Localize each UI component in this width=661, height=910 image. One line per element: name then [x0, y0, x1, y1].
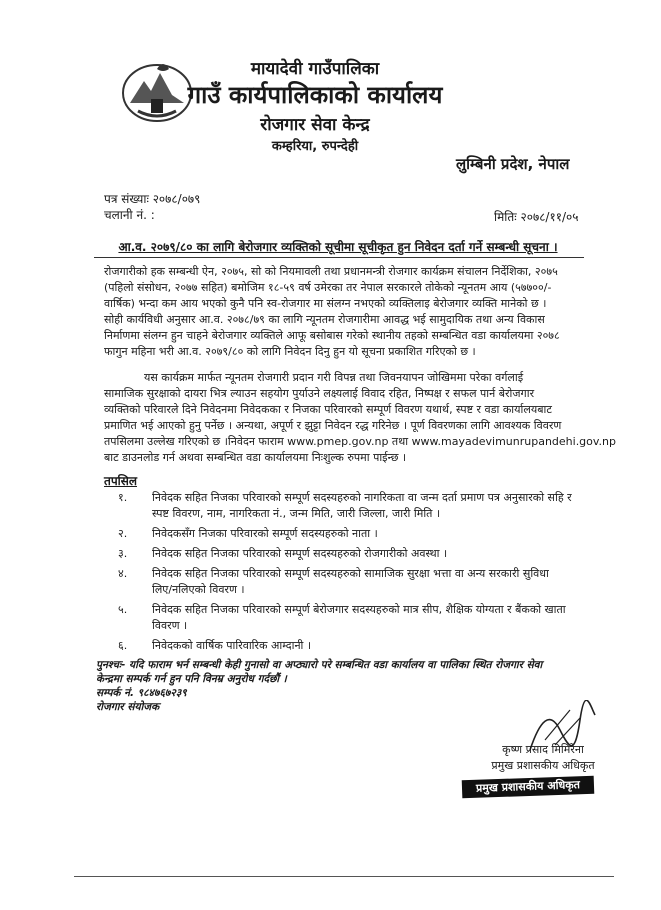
municipality-name: मायादेवी गाउँपालिका: [250, 59, 380, 79]
issue-date: मितिः २०७८/११/०५: [494, 210, 579, 224]
item-number: ५.: [118, 603, 128, 616]
paragraph-line: प्रमाणित भई आएको हुनु पर्नेछ । अन्यथा, अपूर्ण र झुट्टा निवेदन रद्ध गरिनेछ । पूर्ण विवरणका लागि आवश्यक विवरण: [104, 419, 562, 432]
item-text: निवेदक सहित निजका परिवारको सम्पूर्ण सदस्यहरुको नागरिकता वा जन्म दर्ता प्रमाण पत्र अनुसारको सहि र: [152, 491, 572, 504]
list-item: [104, 546, 594, 562]
list-item: [104, 566, 594, 598]
paragraph-line: बाट डाउनलोड गर्न अथवा सम्बन्धित वडा कार्यालयमा निःशुल्क रुपमा पाईन्छ ।: [104, 451, 407, 464]
item-text: स्पष्ट विवरण, नाम, नागरिकता नं., जन्म मिति, जारी जिल्ला, जारी मिति ।: [152, 507, 441, 520]
office-address: कम्हरिया, रुपन्देही: [271, 139, 359, 154]
item-number: २.: [118, 527, 128, 540]
item-text: निवेदक सहित निजका परिवारको सम्पूर्ण सदस्यहरुको रोजगारीको अवस्था ।: [152, 547, 448, 560]
signatory-title: प्रमुख प्रशासकीय अधिकृत: [491, 759, 595, 772]
paragraph-1: [104, 264, 586, 360]
item-text: निवेदक सहित निजका परिवारको सम्पूर्ण सदस्यहरुको सामाजिक सुरक्षा भत्ता वा अन्य सरकारी सुविधा: [152, 567, 549, 580]
item-text: विवरण ।: [152, 619, 188, 632]
note-line: पुनश्चः- यदि फाराम भर्न सम्बन्धी केही गुनासो वा अप्ठ्यारो परे सम्बन्धित वडा कार्यालय वा पालिका स्थित रोजगार सेवा: [96, 659, 543, 671]
dispatch-number: चलानी नं. :: [104, 208, 155, 222]
item-number: १.: [118, 491, 128, 504]
contact-role: रोजगार संयोजक: [96, 701, 160, 713]
annex-list: [104, 490, 594, 658]
item-number: ४.: [118, 567, 128, 580]
paragraph-line: रोजगारीको हक सम्बन्धी ऐन, २०७५, सो को नियमावली तथा प्रधानमन्त्री रोजगार कार्यक्रम संचालन निर्देशिका, २०७५: [104, 265, 558, 278]
paragraph-line: सामाजिक सुरक्षाको दायरा भित्र ल्याउन सहयोग पुर्याउने लक्ष्यलाई विवाद रहित, निष्पक्ष र सफल पार्न बेरोजगार: [104, 387, 535, 400]
signatory-block: [478, 742, 608, 774]
office-name: गाउँ कार्यपालिकाको कार्यालय: [187, 81, 443, 109]
paragraph-line: सोही कार्यविधी अनुसार आ.व. २०७८/७९ का लागि न्यूनतम रोजगारीमा आवद्ध भई सामुदायिक तथा अन्य विकास: [104, 313, 545, 326]
footer-divider: [74, 876, 614, 877]
signatory-name: कृष्ण प्रसाद मिमिरेना: [502, 743, 584, 756]
annex-heading: तपसिल: [104, 474, 138, 488]
item-number: ३.: [118, 547, 128, 560]
list-item: [104, 602, 594, 634]
paragraph-line: तपसिलमा उल्लेख गरिएको छ ।निवेदन फाराम www.pmep.gov.np तथा www.mayadevimunrupandehi.gov.np: [104, 435, 617, 448]
subject-divider: [94, 257, 584, 258]
centre-name: रोजगार सेवा केन्द्र: [260, 115, 370, 135]
official-stamp: प्रमुख प्रशासकीय अधिकृत: [462, 776, 595, 799]
contact-number: सम्पर्क नं. ९८४७६७२३९: [96, 687, 187, 699]
paragraph-line: वार्षिक) भन्दा कम आय भएको कुनै पनि स्व-रोजगार मा संलग्न नभएको व्यक्तिलाइ बेरोजगार व्यक्ति मानेको छ ।: [104, 297, 547, 310]
note-line: केन्द्रमा सम्पर्क गर्न हुन पनि विनम्र अनुरोध गर्दछौं ।: [96, 673, 287, 685]
paragraph-line: (पहिलो संसोधन, २०७७ सहित) बमोजिम १८-५९ वर्ष उमेरका तर नेपाल सरकारले तोकेको न्यूनतम आय (५७७००/-: [104, 281, 552, 294]
item-text: निवेदक सहित निजका परिवारको सम्पूर्ण बेरोजगार सदस्यहरुको मात्र सीप, शैक्षिक योग्यता र बैंकको खाता: [152, 603, 566, 616]
paragraph-line: निर्माणमा संलग्न हुन चाहने बेरोजगार व्यक्तिले आफू बसोबास गरेको स्थानीय तहको सम्बन्धित वडा कार्यालयमा २०७८: [104, 329, 560, 342]
notice-subject: आ.व. २०७९/८० का लागि बेरोजगार व्यक्तिको सूचीमा सूचीकृत हुन निवेदन दर्ता गर्ने सम्बन्धी सूचना ।: [118, 240, 558, 254]
list-item: [104, 526, 594, 542]
province-name: लुम्बिनी प्रदेश, नेपाल: [456, 155, 570, 173]
item-number: ६.: [118, 639, 128, 652]
paragraph-line: फागुन महिना भरी आ.व. २०७९/८० को लागि निवेदन दिनु हुन यो सूचना प्रकाशित गरिएको छ ।: [104, 345, 476, 358]
item-text: निवेदकसँग निजका परिवारको सम्पूर्ण सदस्यहरुको नाता ।: [152, 527, 378, 540]
paragraph-line: यस कार्यक्रम मार्फत न्यूनतम रोजगारी प्रदान गरी विपन्न तथा जिवनयापन जोखिममा परेका वर्गलाई: [144, 371, 524, 384]
item-text: लिए/नलिएको विवरण ।: [152, 583, 245, 596]
list-item: [104, 638, 594, 654]
paragraph-2: [104, 370, 617, 466]
list-item: [104, 490, 594, 522]
paragraph-line: व्यक्तिको परिवारले दिने निवेदनमा निवेदकका र निजका परिवारको सम्पूर्ण विवरण यथार्थ, स्पष्ट र वडा कार्यालयबाट: [104, 403, 552, 416]
item-text: निवेदकको वार्षिक पारिवारिक आम्दानी ।: [152, 639, 312, 652]
reference-number: पत्र संख्याः २०७८/०७९: [104, 192, 201, 206]
